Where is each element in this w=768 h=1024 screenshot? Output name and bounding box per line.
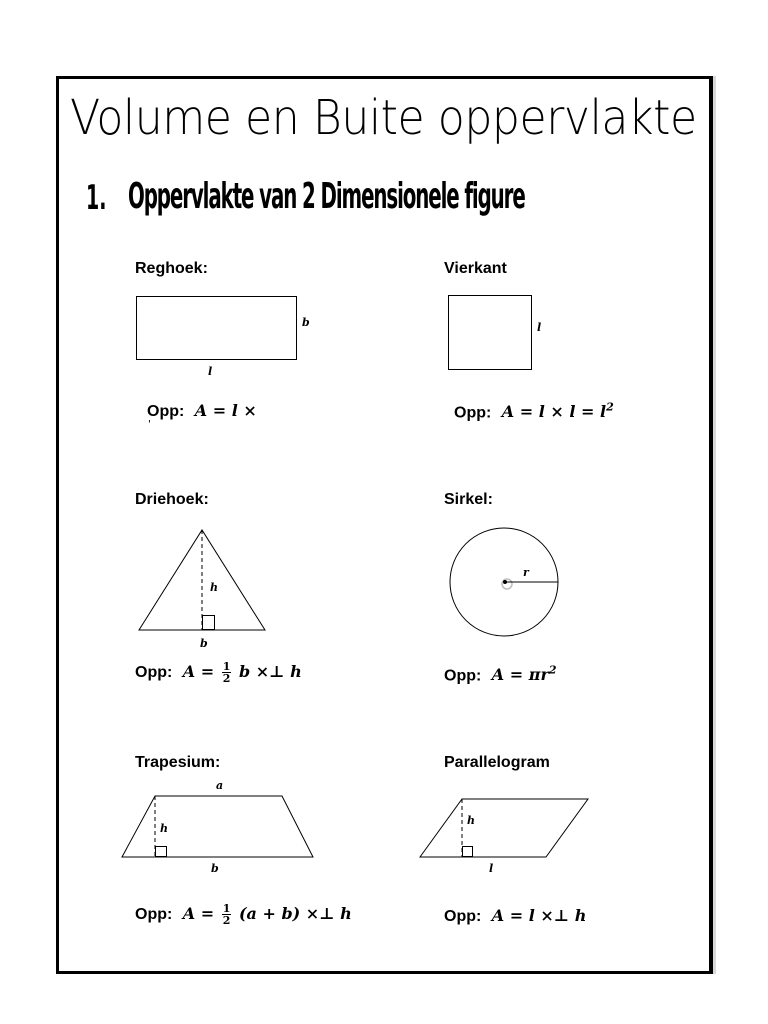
circle-radius-label: r bbox=[523, 566, 529, 579]
trapezium-shape bbox=[122, 796, 313, 857]
triangle-height-label: h bbox=[210, 581, 218, 594]
page-title: Volume en Buite oppervlakte bbox=[70, 90, 697, 146]
reghoek-formula-fragment: ˈ bbox=[148, 420, 151, 431]
circle-center-marker bbox=[502, 579, 512, 589]
parallelogram-base-label: l bbox=[489, 862, 494, 875]
driehoek-formula: Opp: A = $\frac{1}{2}$ b ×⊥ h bbox=[135, 660, 302, 685]
square-shape bbox=[449, 296, 532, 370]
rectangle-shape bbox=[137, 297, 297, 360]
driehoek-opp-label: Opp: bbox=[135, 664, 173, 681]
sirkel-label: Sirkel: bbox=[444, 491, 493, 508]
triangle-right-angle bbox=[203, 616, 215, 630]
driehoek-fraction: $\frac{1}{2}$ bbox=[222, 660, 231, 685]
trapezium-right-angle bbox=[156, 847, 167, 857]
parallelogram-shape bbox=[420, 799, 588, 857]
parallelogram-label: Parallelogram bbox=[444, 754, 550, 771]
trapesium-fraction: $\frac{1}{2}$ bbox=[222, 902, 231, 927]
trapezium-base-label: b bbox=[211, 862, 219, 875]
driehoek-label: Driehoek: bbox=[135, 491, 209, 508]
reghoek-formula-text: A = l × bbox=[194, 401, 257, 420]
parallelogram-opp-label: Opp: bbox=[444, 908, 482, 925]
vierkant-label: Vierkant bbox=[444, 260, 507, 277]
reghoek-opp-label: Opp: bbox=[147, 403, 185, 420]
parallelogram-right-angle bbox=[463, 847, 473, 857]
section-heading: Oppervlakte van 2 Dimensionele figure bbox=[128, 176, 525, 217]
trapezium-height-label: h bbox=[160, 822, 168, 835]
sirkel-opp-label: Opp: bbox=[444, 667, 482, 685]
trapesium-formula: Opp: A = $\frac{1}{2}$ (a + b) ×⊥ h bbox=[135, 902, 352, 927]
parallelogram-height-label: h bbox=[467, 814, 475, 827]
parallelogram-formula: Opp: A = l ×⊥ h bbox=[444, 906, 587, 925]
triangle-base-label: b bbox=[200, 637, 208, 650]
reghoek-label: Reghoek: bbox=[135, 260, 208, 277]
trapesium-opp-label: Opp: bbox=[135, 906, 173, 923]
vierkant-opp-label: Opp: bbox=[454, 404, 492, 422]
rectangle-side-b: b bbox=[302, 316, 310, 329]
trapesium-label: Trapesium: bbox=[135, 754, 221, 771]
square-side-l: l bbox=[537, 321, 542, 334]
sirkel-formula: Opp: $A = \pi r^2$ bbox=[444, 664, 557, 685]
trapezium-top-label: a bbox=[216, 779, 224, 792]
rectangle-side-l: l bbox=[208, 365, 213, 378]
section-number: 1. bbox=[86, 178, 107, 218]
vierkant-formula-text: $A = l \times l = l^2$ bbox=[501, 401, 614, 422]
